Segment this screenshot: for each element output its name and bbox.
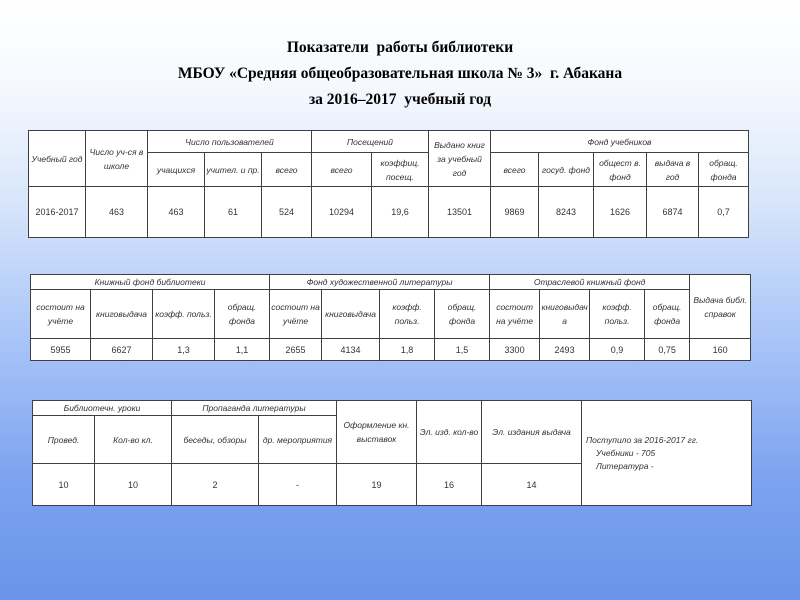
header-propaganda: Пропаганда литературы [172, 401, 337, 416]
cell-teachers: 61 [205, 187, 262, 238]
cell-fund-turnover: 0,7 [699, 187, 749, 238]
header-exhibitions: Оформление кн. выставок [337, 401, 417, 464]
cell-fi-count: 2655 [270, 339, 322, 361]
cell-students: 463 [148, 187, 205, 238]
header-el-count: Эл. изд. кол-во [417, 401, 482, 464]
subheader-fi-turn: обращ. фонда [435, 290, 490, 339]
cell-events: - [259, 464, 337, 506]
subheader-students: учащихся [148, 153, 205, 187]
subheader-bf-turn: обращ. фонда [215, 290, 270, 339]
cell-fi-issue: 4134 [322, 339, 380, 361]
subheader-br-issue: книговыдача [540, 290, 590, 339]
cell-fund-issued: 6874 [647, 187, 699, 238]
cell-br-coef: 0,9 [590, 339, 645, 361]
cell-br-count: 3300 [490, 339, 540, 361]
subheader-teachers: учител. и пр. [205, 153, 262, 187]
header-visits: Посещений [312, 131, 429, 153]
title-line-1: Показатели работы библиотеки [286, 39, 514, 56]
subheader-talks: беседы, обзоры [172, 416, 259, 464]
header-year: Учебный год [29, 131, 86, 187]
cell-fund-state: 8243 [539, 187, 594, 238]
header-pupils: Число уч-ся в школе [86, 131, 148, 187]
table-row [29, 187, 749, 238]
header-textbook-fund: Фонд учебников [491, 131, 749, 153]
subheader-bf-issue: книговыдача [91, 290, 153, 339]
cell-users-total: 524 [262, 187, 312, 238]
subheader-users-total: всего [262, 153, 312, 187]
cell-year: 2016-2017 [29, 187, 86, 238]
header-fiction-fund: Фонд художественной литературы [270, 275, 490, 290]
cell-fund-public: 1626 [594, 187, 647, 238]
title-line-2: МБОУ «Средняя общеобразовательная школа № 3» г. Абакана [177, 65, 623, 82]
subheader-fi-issue: книговыдача [322, 290, 380, 339]
cell-held: 10 [33, 464, 95, 506]
cell-bf-turn: 1,1 [215, 339, 270, 361]
subheader-fund-issued: выдача в год [647, 153, 699, 187]
subheader-bf-count: состоит на учёте [31, 290, 91, 339]
cell-classes: 10 [95, 464, 172, 506]
cell-bf-count: 5955 [31, 339, 91, 361]
page-title [0, 35, 800, 113]
subheader-fi-coef: коэфф. польз. [380, 290, 435, 339]
activities-table [32, 400, 752, 506]
header-book-fund: Книжный фонд библиотеки [31, 275, 270, 290]
subheader-fund-state: госуд. фонд [539, 153, 594, 187]
cell-bf-coef: 1,3 [153, 339, 215, 361]
cell-br-issue: 2493 [540, 339, 590, 361]
subheader-classes: Кол-во кл. [95, 416, 172, 464]
subheader-br-turn: обращ. фонда [645, 290, 690, 339]
subheader-fund-public: общест в. фонд [594, 153, 647, 187]
cell-issued: 13501 [429, 187, 491, 238]
subheader-fund-total: всего [491, 153, 539, 187]
cell-visits-coef: 19,6 [372, 187, 429, 238]
subheader-events: др. мероприятия [259, 416, 337, 464]
cell-reference-issue: 160 [690, 339, 751, 361]
received-note [582, 401, 752, 506]
subheader-fi-count: состоит на учёте [270, 290, 322, 339]
cell-bf-issue: 6627 [91, 339, 153, 361]
cell-pupils: 463 [86, 187, 148, 238]
subheader-visits-total: всего [312, 153, 372, 187]
cell-fi-turn: 1,5 [435, 339, 490, 361]
header-branch-fund: Отраслевой книжный фонд [490, 275, 690, 290]
cell-br-turn: 0,75 [645, 339, 690, 361]
note-line-3: Литература - [596, 460, 654, 471]
subheader-held: Провед. [33, 416, 95, 464]
subheader-bf-coef: коэфф. польз. [153, 290, 215, 339]
header-issued: Выдано книг за учебный год [429, 131, 491, 187]
usage-stats-table [28, 130, 749, 238]
header-lessons: Библиотечн. уроки [33, 401, 172, 416]
subheader-visits-coef: коэффиц. посещ. [372, 153, 429, 187]
cell-fund-total: 9869 [491, 187, 539, 238]
note-line-1: Поступило за 2016-2017 гг. [586, 434, 699, 445]
subheader-br-coef: коэфф. польз. [590, 290, 645, 339]
subheader-br-count: состоит на учёте [490, 290, 540, 339]
cell-el-issue: 14 [482, 464, 582, 506]
cell-el-count: 16 [417, 464, 482, 506]
header-users: Число пользователей [148, 131, 312, 153]
cell-talks: 2 [172, 464, 259, 506]
fund-stats-table [30, 274, 751, 361]
cell-fi-coef: 1,8 [380, 339, 435, 361]
title-line-3: за 2016–2017 учебный год [308, 91, 492, 108]
cell-exhibitions: 19 [337, 464, 417, 506]
note-line-2: Учебники - 705 [596, 447, 656, 458]
header-reference-issue: Выдача библ. справок [690, 275, 751, 339]
subheader-fund-turnover: обращ. фонда [699, 153, 749, 187]
cell-visits-total: 10294 [312, 187, 372, 238]
header-el-issue: Эл. издания выдача [482, 401, 582, 464]
table-row [31, 339, 751, 361]
